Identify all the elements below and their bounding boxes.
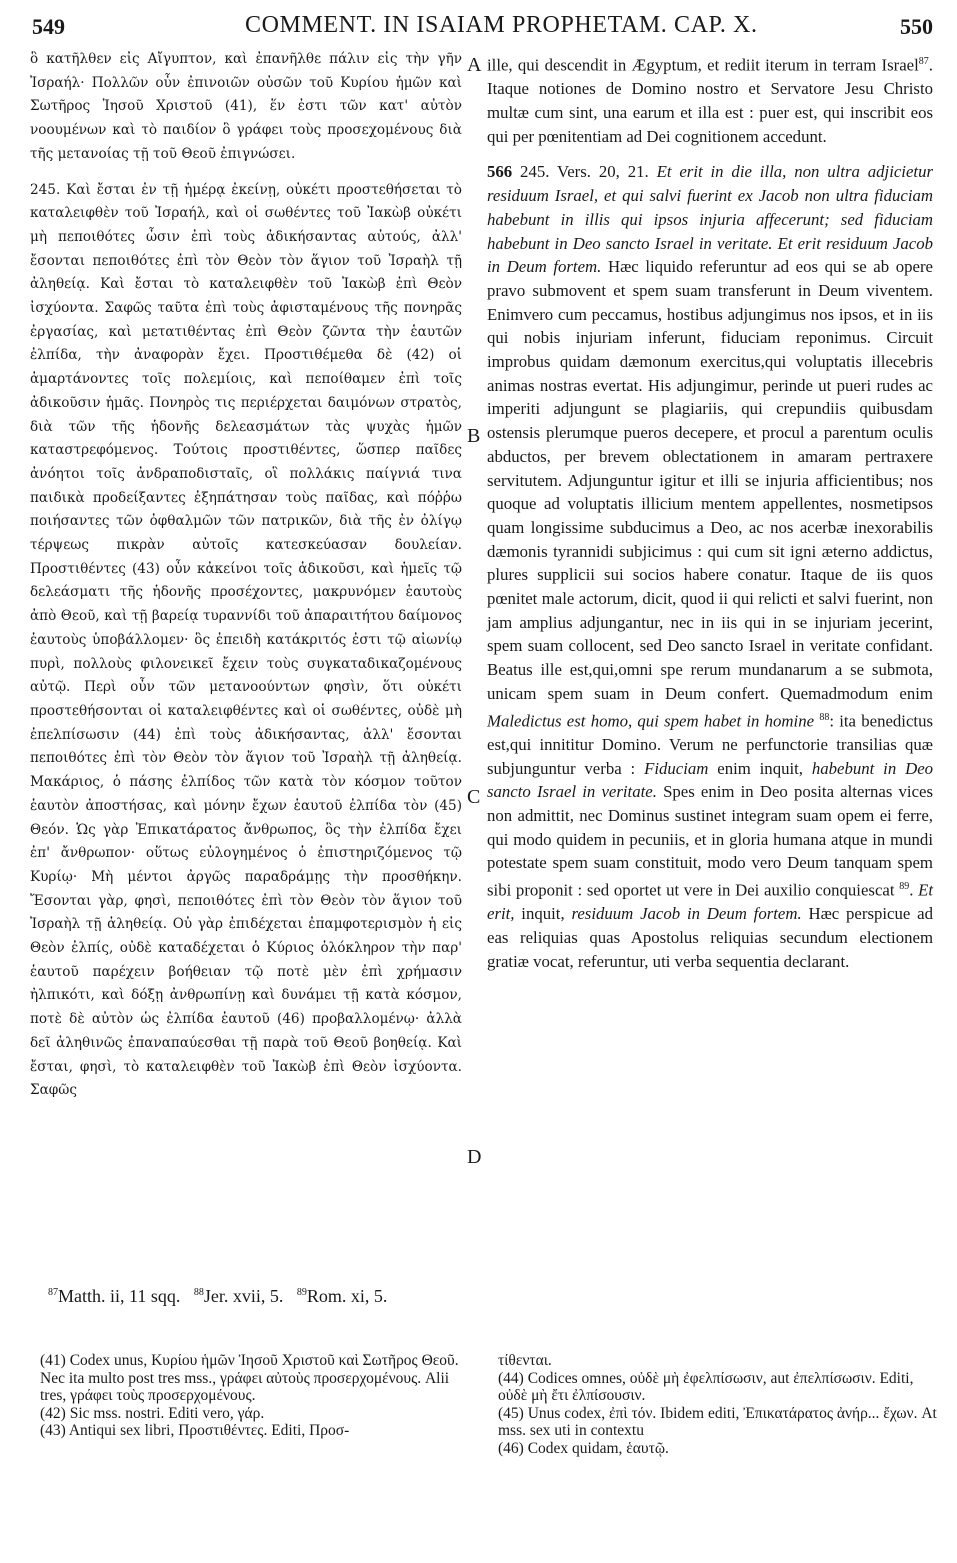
quote-2a: Fiduciam [644,758,709,778]
latin-paragraph-1 [487,50,933,148]
quote-1: Maledictus est homo, qui spem habet in homine [487,711,815,731]
footnote-ref-88: 88 [819,711,830,723]
greek-section-number: 245. [30,181,61,198]
footnote-45: (45) Unus codex, ἐπὶ τόν. Ibidem editi, Ἐπικατάρατος ἀνήρ... ἔχων. At mss. sex uti in contextu [498,1404,937,1439]
verse-reference: 245. Vers. 20, 21. [520,162,649,182]
greek-column [30,48,462,1103]
ref-89: Rom. xi, 5. [306,1286,388,1306]
latin-column [487,50,933,974]
footnote-46: (46) Codex quidam, ἑαυτῷ. [498,1439,669,1457]
scripture-references [48,1286,387,1307]
margin-letter-c: C [467,786,481,808]
page-number-right: 550 [900,14,933,39]
footnote-ref-89: 89 [899,881,910,893]
footnote-42: (42) Sic mss. nostri. Editi vero, γάρ. [40,1404,265,1422]
footnote-44: (44) Codices omnes, οὐδὲ μὴ ἐφελπίσωσιν, aut ἐπελπίσωσιν. Editi, οὐδὲ μὴ ἔτι ἐλπίσουσιν. [498,1369,914,1404]
margin-letter-b: B [467,425,481,447]
margin-letter-d: D [467,1146,482,1168]
footnote-43-cont: τίθενται. [498,1352,552,1369]
page-number-left: 549 [32,14,65,39]
margin-letter-a: A [467,54,482,76]
footnote-43: (43) Antiqui sex libri, Προστιθέντες. Editi, Προσ- [40,1422,350,1439]
running-title: COMMENT. IN ISAIAM PROPHETAM. CAP. X. [245,12,758,38]
footnotes-right [498,1352,938,1457]
quote-2b: habebunt in Deo sancto Israel in veritate. [487,758,934,802]
ref-num-87: 87 [48,1287,58,1298]
running-header [30,6,935,46]
ref-num-88: 88 [193,1287,204,1298]
footnotes-left [40,1352,472,1440]
quote-3b: residuum Jacob in Deum fortem. [571,904,802,924]
ref-num-89: 89 [296,1287,307,1298]
latin-body-4: Spes enim in Deo posita alternas vices non admittit, nec Dominus sustinet integram suam opem ei ferre, qui modo quidem in pecuniis, et in gloria humana atque in mundi potestate spem suam constituit, modo vero Deum tanquam spem sibi proponit : sed oportet ut vere in Dei auxilio conquiescat [487,782,933,900]
latin-body-3: enim inquit, [717,758,804,778]
latin-body-2: : ita benedictus est,qui innititur Domino. Verum ne perfunctorie transilias quæ subjunguntur verba : [487,711,933,778]
column-number: 566 [487,162,513,182]
greek-paragraph-1: ὃ κατῆλθεν εἰς Αἴγυπτον, καὶ ἐπανῆλθε πάλιν εἰς τὴν γῆν Ἰσραήλ· Πολλῶν οὖν ἐπινοιῶν οὐσῶν τοῦ Κυρίου ἡμῶν καὶ Σωτῆρος Ἰησοῦ Χριστοῦ (41), ἕν ἐστι τῶν κατ' αὐτὸν νοουμένων καὶ τὸ παιδίον ὃ γράφει τοὺς προσεχομένους διὰ τῆς μετανοίας τῇ τοῦ Θεοῦ ἐπιγνώσει. [30,51,462,162]
verse-text: Et erit in die illa, non ultra adjicietur residuum Israel, et qui salvi fuerint ex Jacob non ultra fiduciam habebunt in illis qui ipsos injuria affecerunt; sed fiduciam habebunt in Deo sancto Israel in veritate. Et erit residuum Jacob in Deum fortem. [487,162,934,277]
ref-87: Matth. ii, 11 sqq. [58,1286,181,1306]
latin-p1-text-b: . Itaque notiones de Domino nostro et Servatore Jesu Christo multæ cum sint, una earum et illa est : puer est, qui inscribit eos qui per pœnitentiam ad Dei cognitionem accedunt. [487,55,933,146]
footnote-41: (41) Codex unus, Κυρίου ἡμῶν Ἰησοῦ Χριστοῦ καὶ Σωτῆρος Θεοῦ. Nec ita multo post tres mss., γράφει αὐτοὺς προσερχομένους. Alii tres, γράφει τοὺς προσερχομένους. [40,1352,459,1404]
latin-body-6: Hæc perspicue ad eas reliquias quas Apostolus reliquias secundum electionem gratiæ vocat, referuntur, uti verba sequentia declarant. [487,904,933,971]
latin-body-1: Hæc liquido referuntur ad eos qui se ab opere pravo submovent et spem suam transferunt in Deum viventem. Enimvero cum peccamus, hostibus adjungimus nos ipsos, et in iis qui nobis injuriam inferunt, fiduciam reponimus. Circuit improbus quidam dæmonum exercitus,qui voluptatis illecebris animas nostras evertat. His adjungimur, perinde ut pueri rudes ac imperiti adjungunt se plagiariis, qui crepundiis quibusdam ostensis plerumque pueros decepere, et procul a parentum oculis abductos, per brevem oblectationem in amaram pertraxere servitutem. Adjunguntur igitur et illi se injuria afficientibus; nos quoque ad voluptatis illicium mentem appellentes, nosmetipsos quam longissime subducimus a Deo, ac nos acerbæ inexorabilis dæmonis tyrannidi subjicimus : qui cum sit igni æterno addictus, plures supplicii sui socios habere conatur. Itaque de iis quos pœnitet male actorum, dicit, quod ii qui relicti et salvi fuerint, non jam amplius adjungantur, nec in iis qui in se injuriam jecerint, spem suam collocent, sed Deo sancto Israel in veritate confidant. Beatus ille est,qui,omni spe rerum mundanarum a se submota, unicam spem suam in Deum confert. Quemadmodum enim [487,257,933,703]
footnote-ref-87: 87 [918,56,929,67]
greek-paragraph-2-text: Καὶ ἔσται ἐν τῇ ἡμέρᾳ ἐκείνῃ, οὐκέτι προστεθήσεται τὸ καταλειφθὲν τοῦ Ἰσραήλ, καὶ οἱ σωθέντες τοῦ Ἰακὼβ οὐκέτι μὴ πεποιθότες ὦσιν ἐπὶ τοὺς ἀδικήσαντας αὐτούς, ἀλλ' ἔσονται πεποιθότες ἐπὶ τὸν Θεὸν τὸν ἅγιον τοῦ Ἰσραὴλ τῇ ἀληθείᾳ. Καὶ ἔσται τὸ καταλειφθὲν τοῦ Ἰακὼβ ἐπὶ Θεὸν ἰσχύοντα. Σαφῶς ταῦτα ἐπὶ τοὺς ἀφισταμένους τῆς πονηρᾶς ἐργασίας, καὶ μετατιθέντας ἐπὶ Θεὸν ζῶντα τὴν ἑαυτῶν ἐλπίδα, τὴν ἀναφορὰν ἔχει. Προστιθέμεθα δὲ (42) οἱ ἁμαρτάνοντες τοῖς πολεμίοις, καὶ πεποίθαμεν ἐπὶ τοῖς ἀδικοῦσιν ἡμᾶς. Πονηρὸς τις περιέρχεται δαιμόνων στρατὸς, διὰ τῶν τῆς ἡδονῆς δελεασμάτων τὰς ψυχὰς ἡμῶν καταστρεφόμενος. Τούτοις προστιθέντες, ὥσπερ παῖδες ἀνόητοι τοῖς ἀνδραποδισταῖς, οἳ πολλάκις παίγνιά τινα παιδικὰ προδείξαντες ἐξηπάτησαν τοὺς παῖδας, καὶ πόῤῥω ποιήσαντες τῶν ὀφθαλμῶν τῶν πατρικῶν, διὰ τῆς ἐν ὀλίγῳ τέρψεως πικρὰν αὐτοῖς κατεσκεύασαν δουλείαν. Προστιθέντες (43) οὖν κἀκείνοι τοῖς ἀδικοῦσι, καὶ ἡμεῖς τῷ δελεάσματι τῆς ἡδονῆς προσέχοντες, μακρυνόμεν ἑαυτοὺς ἀπὸ Θεοῦ, καὶ τῇ βαρείᾳ τυραννίδι τοῦ ἀπαραιτήτου δαίμονος ἑαυτοὺς ὑποβάλλομεν· ὃς ἐπειδὴ κατάκριτός ἐστι τῷ αἰωνίῳ πυρὶ, πολλοὺς φιλονεικεῖ ἔχειν τοὺς συγκαταδικαζομένους αὐτῷ. Περὶ οὖν τῶν μετανοούντων φησὶν, ὅτι οὐκέτι προστεθήσονται οἱ καταλειφθέντες καὶ οἱ σωθέντες, οὐδὲ μὴ ἐπελπίσωσιν (44) ἐπὶ τοὺς ἀδικήσαντας, ἀλλ' ἔσονται πεποιθότες ἐπὶ τὸν Θεὸν τὸν ἅγιον τοῦ Ἰσραὴλ τῇ ἀληθείᾳ. Μακάριος, ὁ πάσης ἐλπίδος τῶν κατὰ τὸν κόσμον τοῦτον ἑαυτὸν ἀποστήσας, καὶ μόνην ἔχων ἑαυτοῦ ἐλπίδα τὸν (45) Θεόν. Ὡς γὰρ Ἐπικατάρατος ἄνθρωπος, ὃς τὴν ἐλπίδα ἔχει ἐπ' ἄνθρωπον· οὕτως εὐλογημένος ὁ ἐπιστηριζόμενος τῷ Κυρίῳ· Μὴ μέντοι ἀργῶς παραδράμῃς τὴν προσθήκην. Ἔσονται γὰρ, φησὶ, πεποιθότες ἐπὶ τὸν Θεὸν τὸν ἅγιον τοῦ Ἰσραὴλ τῇ ἀληθείᾳ. Οὐ γὰρ ἐπιδέχεται ἐπαμφοτερισμὸν ἡ εἰς Θεὸν ἐλπίς, οὐδὲ καταδέχεται ὁ Κύριος ὁλόκληρον τὴν παρ' ἑαυτοῦ παρέχειν βοήθειαν τῷ ποτὲ μὲν ἐπὶ χρήμασιν ἠλπικότι, καὶ δόξῃ ἀνθρωπίνῃ καὶ δυνάμει τῇ κατὰ κόσμον, ποτὲ δὲ αὐτὸν ὡς ἐλπίδα ἑαυτοῦ (46) προβαλλομένῳ· ἀλλὰ δεῖ ἀληθινῶς ἐπαναπαύεσθαι τῇ παρὰ τοῦ Θεοῦ βοηθείᾳ. Καὶ ἔσται, φησὶ, τὸ καταλειφθὲν τοῦ Ἰακὼβ ἐπὶ Θεὸν ἰσχύοντα. Σαφῶς [30,181,462,1099]
latin-body-5: inquit, [521,904,565,924]
greek-paragraph-2 [30,179,462,1103]
ref-88: Jer. xvii, 5. [203,1286,284,1306]
latin-p1-text-a: ille, qui descendit in Ægyptum, et rediit iterum in terram Israel [487,55,919,75]
quote-3a: Et erit, [487,880,933,924]
latin-paragraph-2: 566 245. Vers. 20, 21. Et erit in die illa, non ultra adjicietur residuum Israel, et qui salvi fuerint ex Jacob non ultra fiduciam habebunt in illis qui ipsos injuria affecerunt; sed fiduciam habebunt in Deo sancto Israel in veritate. Et erit residuum Jacob in Deum fortem. Hæc liquido referuntur ad eos qui se ab opere pravo submovent et spem suam transferunt in Deum viventem. Enimvero cum peccamus, hostibus adjungimus nos ipsos, et in iis qui nobis injuriam inferunt, fiduciam reponimus. Circuit improbus quidam dæmonum exercitus,qui voluptatis illecebris animas nostras evertat. His adjungimur, perinde ut pueri rudes ac imperiti adjungunt se plagiariis, qui crepundiis quibusdam ostensis plerumque pueros decepere, et procul a parentum oculis abductos, per brevem oblectationem in amaram pertraxere servitutem. Adjunguntur igitur et illi se injuria afficientibus; nos quoque ad voluptatis illicium mentem appellentes, nosmetipsos quam longissime subducimus a Deo, ac nos acerbæ inexorabilis dæmonis tyrannidi subjicimus : qui cum sit igni æterno addictus, plures supplicii sui socios habere conatur. Itaque de iis quos pœnitet male actorum, dicit, quod ii qui relicti et salvi fuerint, non jam amplius adjungantur, nec in iis qui in se injuriam jecerint, spem suam collocent, sed Deo sancto Israel in veritate confidant. Beatus ille est,qui,omni spe rerum mundanarum a se submota, unicam spem suam in Deum confert. Quemadmodum enim Maledictus est homo, qui spem habet in homine $^{88}$: ita benedictus est,qui innititur Domino. Verum ne perfunctorie transilias quæ subjunguntur verba : Fiduciam enim inquit, habebunt in Deo sancto Israel in veritate. Spes enim in Deo posita alternas vices non admittit, nec Dominus sustinet integram suam opem ei ferre, qui modo quidem in pecuniis, et in gloria humana atque in mundi potestate spem suam constituit, modo vero Deum tanquam spem sibi proponit : sed oportet ut vere in Dei auxilio conquiescat $^{89}$. Et erit, inquit, residuum Jacob in Deum fortem. Hæc perspicue ad eas reliquias quas Apostolus reliquias secundum electionem gratiæ vocat, referuntur, uti verba sequentia declarant. [487,162,934,971]
